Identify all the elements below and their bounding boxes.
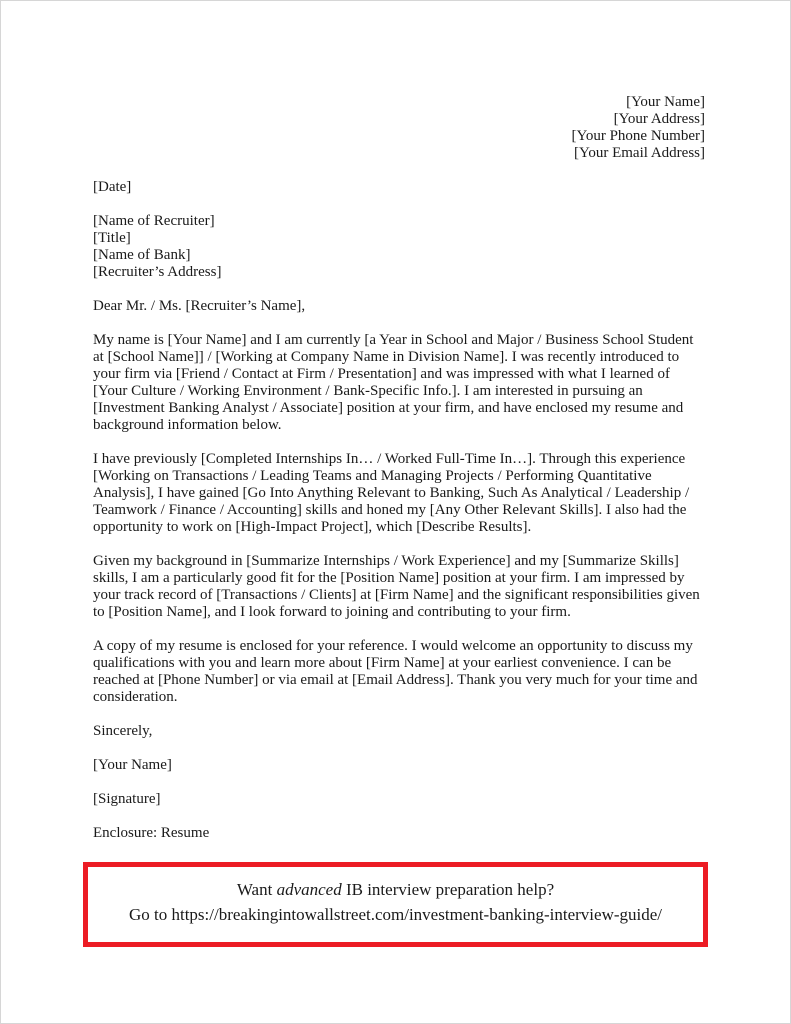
paragraph-contact: A copy of my resume is enclosed for your reference. I would welcome an opportunity to discuss my qualifications with you and learn more about [Firm Name] at your earliest convenience. I can be reached at [Phone Number] or via email at [Email Address]. Thank you very much for your time and consideration. [93, 638, 698, 705]
signature-name: [Your Name] [93, 757, 172, 773]
letter-body [93, 94, 705, 859]
promo-text-advanced: advanced [276, 879, 342, 899]
salutation: Dear Mr. / Ms. [Recruiter’s Name], [93, 298, 306, 314]
recruiter-address: [Recruiter’s Address] [93, 264, 222, 280]
sender-phone: [Your Phone Number] [571, 128, 705, 144]
enclosure-line: Enclosure: Resume [93, 825, 210, 841]
promo-banner-line1 [237, 877, 554, 902]
promo-text-suffix: IB interview preparation help? [341, 879, 555, 899]
bank-name: [Name of Bank] [93, 247, 191, 263]
paragraph-introduction: My name is [Your Name] and I am currently [a Year in School and Major / Business School Student at [School Name]] / [Working at Company Name in Division Name]. I was recently introduced to your firm via [Friend / Contact at Firm / Presentation] and was impressed with what I learned of [Your Culture / Working Environment / Bank-Specific Info.]. I am interested in pursuing an [Investment Banking Analyst / Associate] position at your firm, and have enclosed my resume and background information below. [93, 332, 694, 433]
sender-address-block [93, 94, 705, 162]
promo-banner [83, 862, 708, 947]
promo-url-text: Go to https://breakingintowallstreet.com/investment-banking-interview-guide/ [128, 904, 663, 924]
paragraph-fit: Given my background in [Summarize Internships / Work Experience] and my [Summarize Skills] skills, I am a particularly good fit for the [Position Name] position at your firm. I am impressed by your track record of [Transactions / Clients] at [Firm Name] and the significant responsibilities given to [Position Name], and I look forward to joining and contributing to your firm. [93, 553, 700, 620]
sender-name: [Your Name] [626, 94, 705, 110]
recipient-address-block [93, 213, 705, 281]
sender-email: [Your Email Address] [574, 145, 705, 161]
paragraph-experience: I have previously [Completed Internships In… / Worked Full-Time In…]. Through this experience [Working on Transactions / Leading Teams and Managing Projects / Performing Quantitative Analysis], I have gained [Go Into Anything Relevant to Banking, Such As Analytical / Leadership / Teamwork / Finance / Accounting] skills and honed my [Any Other Relevant Skills]. I also had the opportunity to work on [High-Impact Project], which [Describe Results]. [93, 451, 690, 535]
date-line: [Date] [93, 179, 132, 195]
recruiter-name: [Name of Recruiter] [93, 213, 215, 229]
promo-banner-line2 [129, 902, 662, 927]
recruiter-title: [Title] [93, 230, 131, 246]
sender-address: [Your Address] [613, 111, 705, 127]
promo-text-prefix: Want [236, 879, 277, 899]
closing: Sincerely, [93, 723, 153, 739]
signature-placeholder: [Signature] [93, 791, 161, 807]
